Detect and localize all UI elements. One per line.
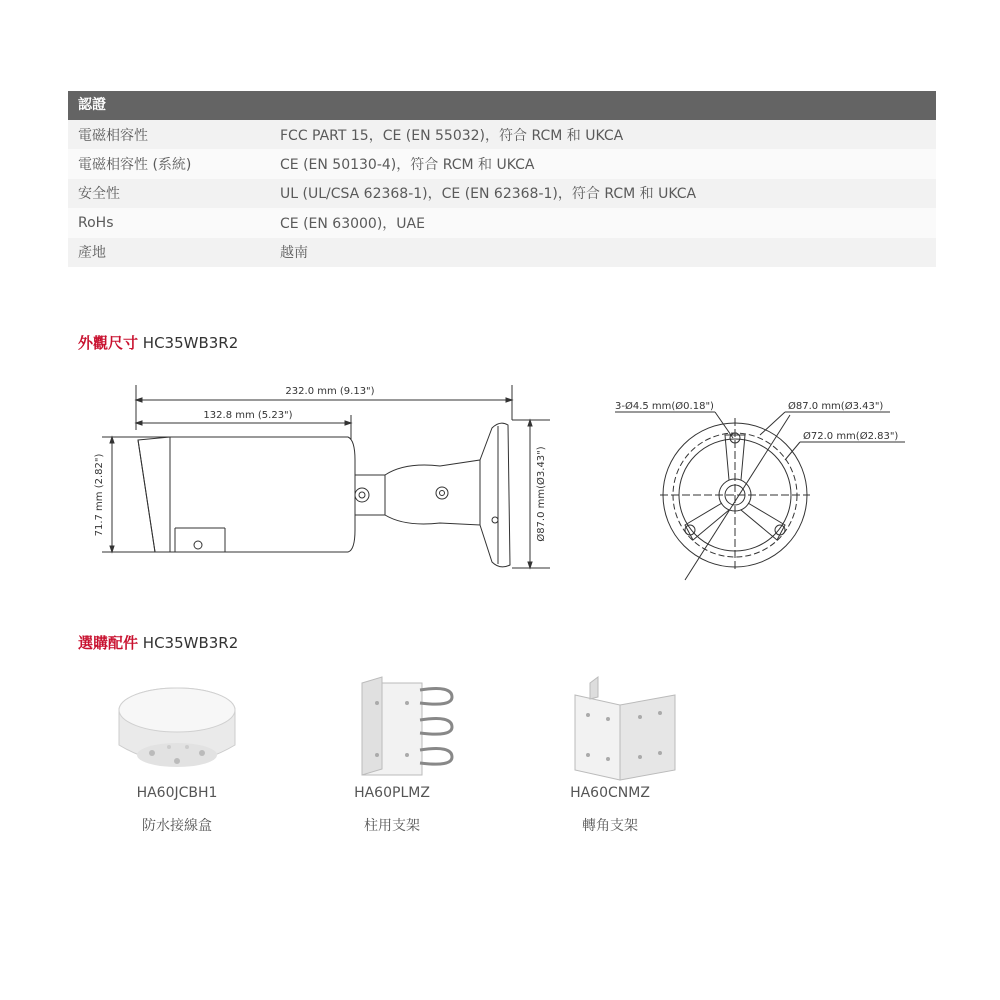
row-value: CE (EN 50130-4)，符合 RCM 和 UKCA (280, 157, 535, 174)
row-label: 電磁相容性 (78, 127, 148, 144)
row-label: 安全性 (78, 186, 120, 203)
inner-diameter-label: Ø72.0 mm(Ø2.83") (803, 431, 899, 442)
row-value: UL (UL/CSA 62368-1)，CE (EN 62368-1)，符合 RCM 和 UKCA (280, 186, 697, 203)
side-view-drawing (80, 380, 560, 590)
table-row (68, 179, 936, 208)
table-row (68, 149, 936, 178)
table-row (68, 208, 936, 237)
accessories-title-label: 選購配件 (78, 634, 139, 652)
top-view-drawing (605, 390, 925, 590)
base-diameter-side-label: Ø87.0 mm(Ø3.43") (536, 446, 547, 542)
row-label: 電磁相容性 (系統) (78, 157, 192, 174)
accessory-item (302, 675, 482, 835)
screw-holes-label: 3-Ø4.5 mm(Ø0.18") (615, 401, 714, 412)
row-label: 產地 (78, 245, 106, 262)
row-label: RoHs (78, 214, 114, 231)
body-length-label: 132.8 mm (5.23") (203, 410, 293, 421)
height-label: 71.7 mm (2.82") (94, 453, 105, 537)
accessory-name: 柱用支架 (364, 818, 420, 834)
accessory-model: HA60CNMZ (570, 785, 650, 801)
dimensions-title-model: HC35WB3R2 (142, 334, 239, 352)
base-diameter-top-label: Ø87.0 mm(Ø3.43") (788, 401, 884, 412)
certification-rows (68, 120, 936, 267)
accessory-model: HA60PLMZ (354, 785, 430, 801)
dimensions-title-label: 外觀尺寸 (78, 334, 139, 352)
certification-header: 認證 (68, 91, 936, 120)
pole-mount-icon (322, 675, 462, 785)
row-value: CE (EN 63000)，UAE (280, 215, 425, 232)
junction-box-icon (107, 675, 247, 785)
accessories-title-model: HC35WB3R2 (142, 634, 239, 652)
accessory-item (520, 675, 700, 835)
certification-table (68, 91, 936, 267)
accessory-item (87, 675, 267, 835)
row-value: FCC PART 15，CE (EN 55032)，符合 RCM 和 UKCA (280, 127, 624, 144)
table-row (68, 238, 936, 267)
dimensions-title (78, 332, 238, 353)
accessory-model: HA60JCBH1 (136, 785, 218, 801)
overall-length-label: 232.0 mm (9.13") (285, 386, 375, 397)
accessory-name: 防水接線盒 (142, 818, 212, 834)
corner-mount-icon (540, 675, 680, 785)
table-row (68, 120, 936, 149)
row-value: 越南 (280, 245, 308, 262)
accessory-name: 轉角支架 (582, 818, 638, 834)
accessories-title (78, 632, 238, 653)
